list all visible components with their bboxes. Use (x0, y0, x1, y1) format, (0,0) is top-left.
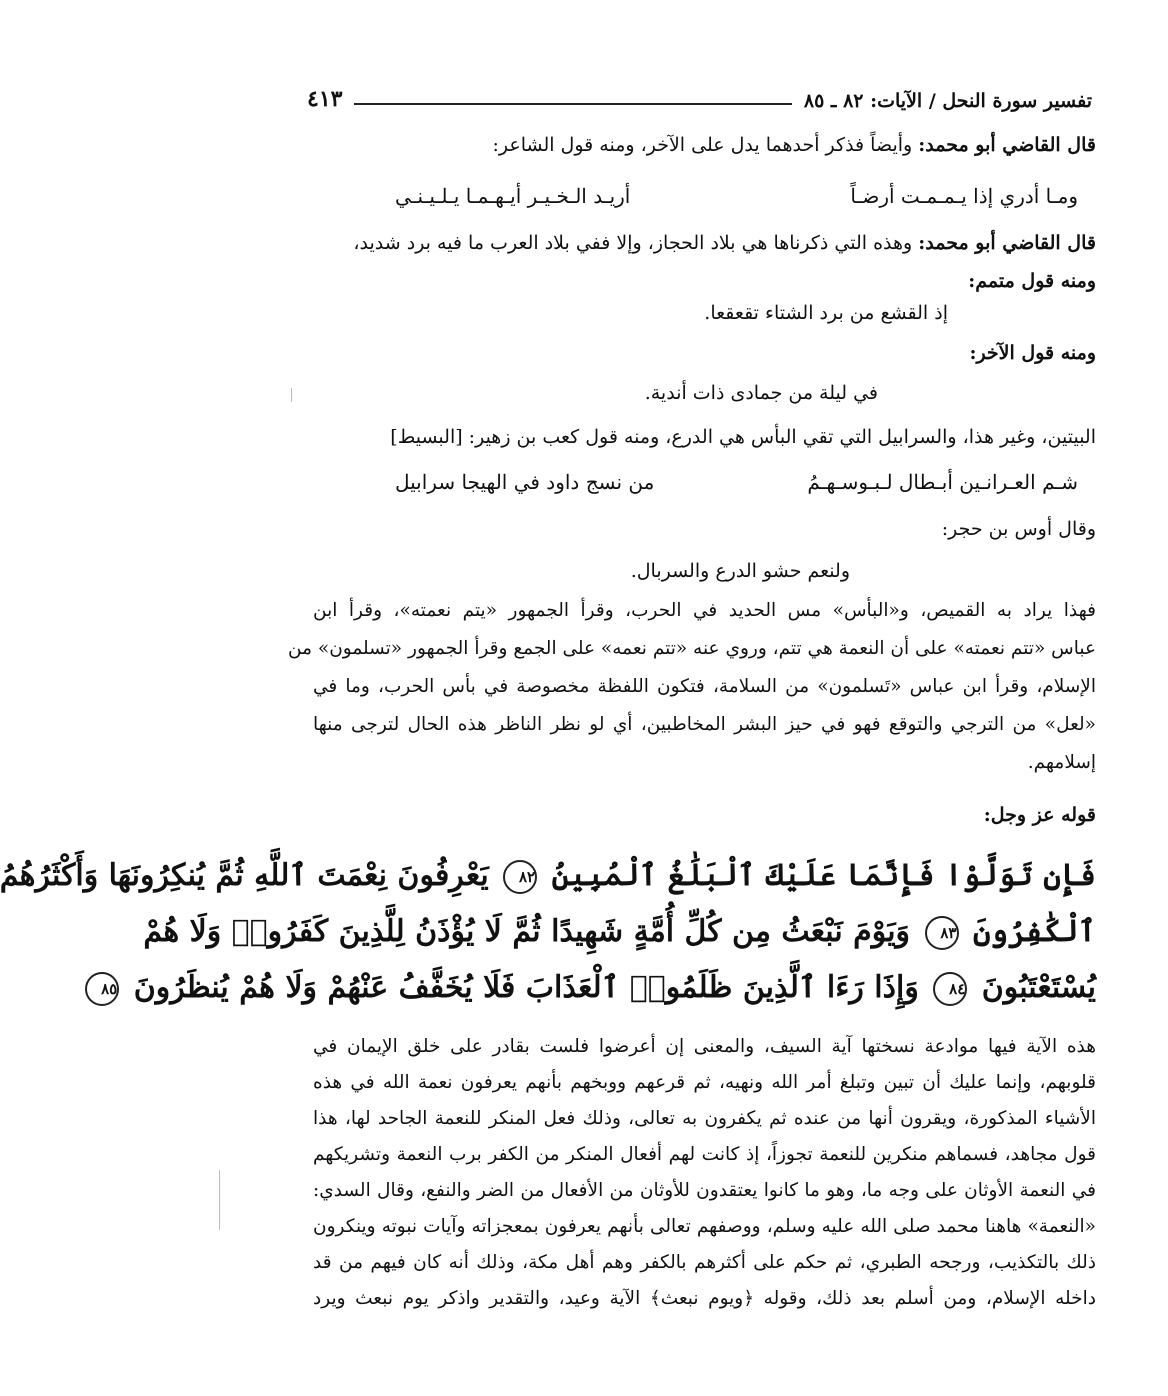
text-line (313, 228, 1096, 258)
verse-hemistich-right: شـم العـرانـين أبـطال لـبـوسـهـمُ (807, 470, 1078, 494)
running-header (307, 78, 1092, 112)
line-text: وأيضاً فذكر أحدهما يدل على الآخر، ومنه قول الشاعر: (492, 134, 919, 156)
poem-verse (395, 180, 1078, 212)
verse-hemistich-right: ومـا أدري إذا يـمـمـت أرضـاً (850, 184, 1078, 208)
line-text: وهذه التي ذكرناها هي بلاد الحجاز، وإلا ففي بلاد العرب ما فيه برد شديد، (353, 232, 919, 254)
quran-verse-line: يُسْتَعْتَبُونَ ٨٤ وَإِذَا رَءَا ٱلَّذِينَ ظَلَمُوا۟ ٱلْعَذَابَ فَلَا يُخَفَّفُ عَنْهُمْ وَلَا هُمْ يُنظَرُونَ ٨٥ (315, 962, 1096, 1014)
paragraph-line: عباس «تتم نعمته» على أن النعمة هي تتم، وروي عنه «تتم نعمه» على الجمع وقرأ الجمهور «تسلمون» من (288, 638, 1096, 659)
ayah-number-marker: ٨٤ (933, 972, 967, 1006)
commentary-line: في النعمة الأوثان على وجه ما، وهو ما كانوا يعتقدون للأوثان من الأفعال من الضر والنفع، وقال السدي: (313, 1180, 1096, 1201)
commentary-line: هذه الآية فيها موادعة نسختها آية السيف، والمعنى إن أعرضوا فلست بقادر على خلق الإيمان في (313, 1036, 1096, 1057)
section-intro: قوله عز وجل: (983, 804, 1096, 826)
speaker-label: قال القاضي أبو محمد: (918, 232, 1096, 254)
quran-verse-line: ٱلْكَٰفِرُونَ ٨٣ وَيَوْمَ نَبْعَثُ مِن كُلِّ أُمَّةٍ شَهِيدًا ثُمَّ لَا يُؤْذَنُ لِلَّذِينَ كَفَرُوا۟ وَلَا هُمْ (143, 914, 1096, 949)
paragraph-line: إسلامهم. (1027, 752, 1096, 773)
text-line (313, 130, 1096, 160)
ayah-number-marker: ٨٥ (85, 972, 119, 1006)
quran-verse-line: فَإِن تَوَلَّوْا فَإِنَّمَا عَلَيْكَ ٱلْبَلَٰغُ ٱلْمُبِينُ ٨٢ يَعْرِفُونَ نِعْمَتَ ٱللَّهِ ثُمَّ يُنكِرُونَهَا وَأَكْثَرُهُمُ (0, 858, 1096, 893)
paragraph-line: فهذا يراد به القميص، و«البأس» مس الحديد في الحرب، وقرأ الجمهور «يتم نعمته»، وقرأ ابن (313, 600, 1096, 621)
header-rule (354, 103, 791, 105)
commentary-line: «النعمة» هاهنا محمد صلى الله عليه وسلم، ووصفهم تعالى بأنهم يعرفون بمعجزاته وآيات نبوته وينكرون (313, 1216, 1096, 1237)
ayah-number-marker: ٨٣ (925, 916, 959, 950)
quote-line: ولنعم حشو الدرع والسربال. (630, 560, 850, 582)
text-line: وقال أوس بن حجر: (941, 518, 1096, 540)
verse-hemistich-left: أريـد الـخـيـر أيـهـمـا يـلـيـنـي (395, 184, 631, 208)
text-line: ومنه قول الآخر: (969, 342, 1096, 364)
commentary-line: قول مجاهد، فسماهم منكرين للنعمة تجوزاً، إذ كانت لهم أفعال المنكر من الكفر برب النعمة وتشريكهم (313, 1144, 1096, 1165)
header-title: تفسير سورة النحل / الآيات: ٨٢ ـ ٨٥ (803, 90, 1092, 112)
scan-mark (291, 388, 292, 402)
text-line: البيتين، وغير هذا، والسرابيل التي تقي البأس هي الدرع، ومنه قول كعب بن زهير: [البسيط] (390, 426, 1096, 448)
text-line: ومنه قول متمم: (968, 270, 1096, 292)
quote-line: إذ القشع من برد الشتاء تقعقعا. (704, 302, 948, 324)
commentary-line: قلوبهم، وإنما عليك أن تبين وتبلغ أمر الله ونهيه، ثم قرعهم ووبخهم بأنهم يعرفون نعمة الله في هذه (313, 1072, 1096, 1093)
commentary-line: الأشياء المذكورة، ويقرون أنها من عنده ثم يكفرون به تعالى، وذلك فعل المنكر للنعمة الجاحد لها، هذا (313, 1108, 1096, 1129)
commentary-line: داخله الإسلام، ومن أسلم بعد ذلك، وقوله ﴿ويوم نبعث﴾ الآية وعيد، والتقدير واذكر يوم نبعث ويرد (313, 1288, 1096, 1309)
paragraph-line: «لعل» من الترجي والتوقع فهو في حيز البشر المخاطبين، أي لو نظر الناظر هذه الحال لترجى منها (313, 714, 1096, 735)
scan-mark (219, 1170, 220, 1230)
speaker-label: قال القاضي أبو محمد: (918, 134, 1096, 156)
page-number: ٤١٣ (307, 86, 343, 112)
poem-verse (395, 466, 1078, 498)
verse-hemistich-left: من نسج داود في الهيجا سرابيل (395, 470, 655, 494)
ayah-number-marker: ٨٢ (503, 860, 537, 894)
quote-line: في ليلة من جمادى ذات أندية. (644, 382, 878, 404)
commentary-line: ذلك بالتكذيب، ورجحه الطبري، ثم حكم على أكثرهم بالكفر وهم أهل مكة، وذلك أنه كان فيهم من قد (313, 1252, 1096, 1273)
paragraph-line: الإسلام، وقرأ ابن عباس «تَسلمون» من السلامة، فتكون اللفظة مخصوصة في بأس الحرب، وما في (313, 676, 1096, 697)
